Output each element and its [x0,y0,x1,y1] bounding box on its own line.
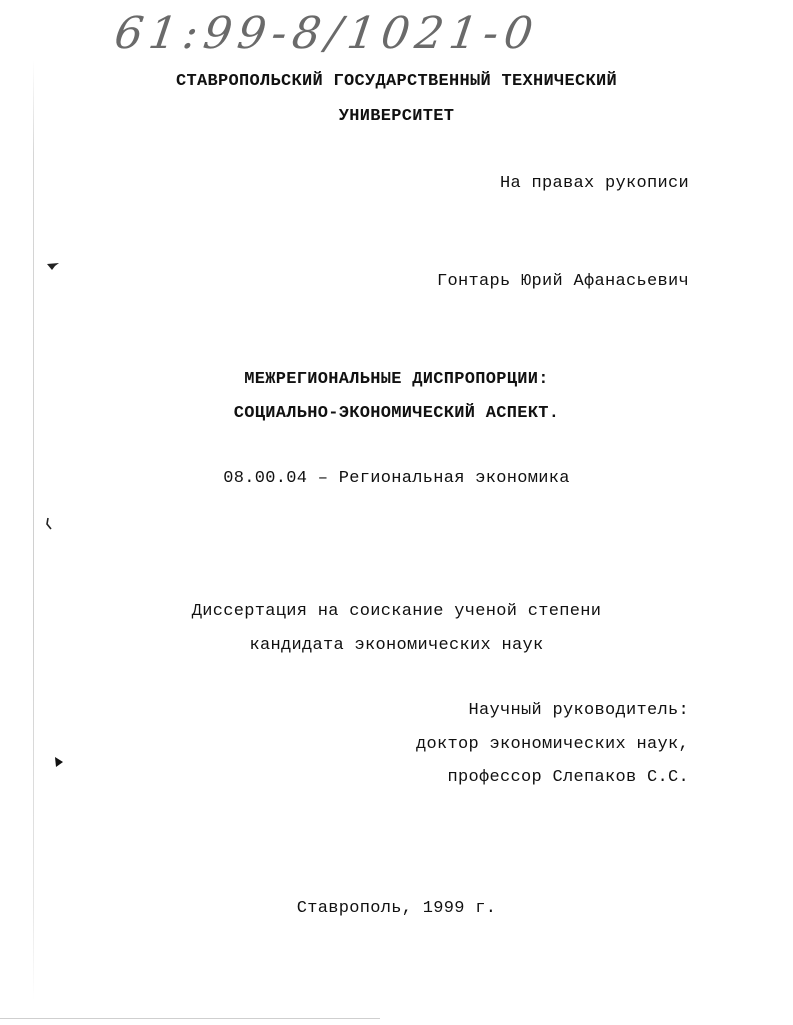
university-name-line1: СТАВРОПОЛЬСКИЙ ГОСУДАРСТВЕННЫЙ ТЕХНИЧЕСКИЙ [175,72,618,91]
dissertation-title-line2: СОЦИАЛЬНО-ЭКОНОМИЧЕСКИЙ АСПЕКТ. [233,404,560,423]
supervisor-degree: доктор экономических наук, [415,735,689,754]
university-name-line2: УНИВЕРСИТЕТ [338,107,455,126]
scan-speck-mark [52,755,66,769]
place-and-year: Ставрополь, 1999 г. [296,899,497,918]
archive-handwritten-number: 61:99-8/1021-0 [111,8,542,59]
scan-edge-line [33,60,34,1000]
specialty-code: 08.00.04 – Региональная экономика [223,469,570,488]
manuscript-note: На правах рукописи [499,174,689,193]
author-name: Гонтарь Юрий Афанасьевич [436,272,689,291]
supervisor-label: Научный руководитель: [468,701,689,720]
degree-line1: Диссертация на соискание ученой степени [191,602,602,621]
supervisor-name: профессор Слепаков С.С. [447,768,689,787]
degree-line2: кандидата экономических наук [249,636,544,655]
scan-bottom-line [0,1018,380,1019]
scan-speck-mark [46,258,60,272]
scan-speck-mark [42,517,56,531]
dissertation-title-line1: МЕЖРЕГИОНАЛЬНЫЕ ДИСПРОПОРЦИИ: [244,370,549,389]
